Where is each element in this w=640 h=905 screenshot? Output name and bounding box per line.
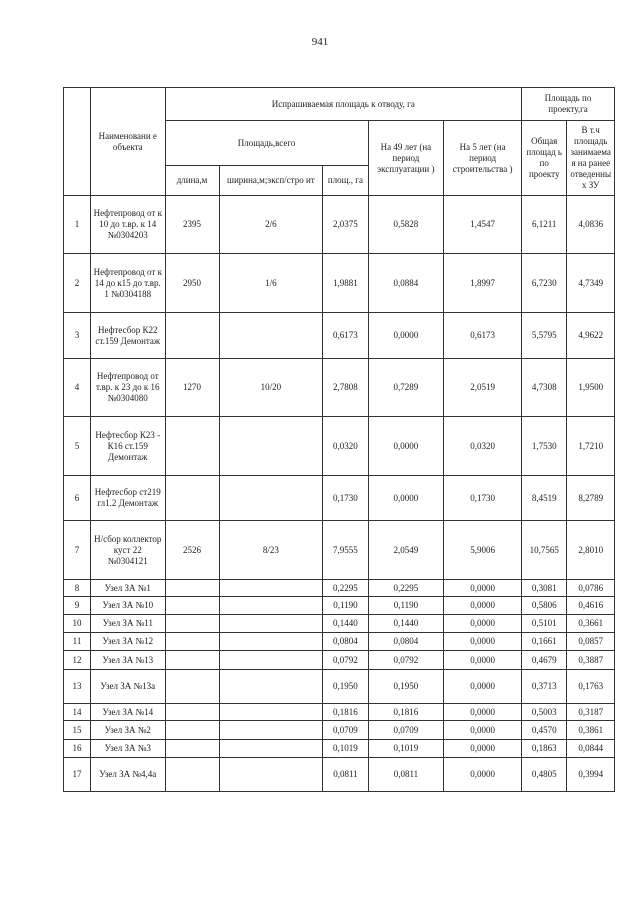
area-5-value: 0,0000	[444, 580, 522, 597]
area-value: 2,7808	[323, 359, 368, 417]
occupied-value: 0,0786	[567, 580, 615, 597]
table-row	[64, 740, 615, 758]
object-name: Узел ЗА №1	[91, 580, 166, 597]
row-number: 12	[64, 651, 91, 670]
area-value: 0,0804	[323, 633, 368, 651]
table-row	[64, 196, 615, 254]
occupied-value: 8,2789	[567, 476, 615, 521]
occupied-value: 0,3661	[567, 615, 615, 633]
total-project-value: 0,5101	[522, 615, 567, 633]
width-value	[219, 651, 323, 670]
area-5-value: 1,4547	[444, 196, 522, 254]
length-value	[165, 740, 219, 758]
object-name: Узел ЗА №12	[91, 633, 166, 651]
occupied-value: 4,9622	[567, 313, 615, 359]
table-row	[64, 521, 615, 580]
row-number: 5	[64, 417, 91, 476]
header-area-total: Площадь,всего	[165, 121, 368, 166]
length-value	[165, 651, 219, 670]
total-project-value: 0,4805	[522, 758, 567, 792]
object-name: Нефтесбор К23 - К16 ст.159 Демонтаж	[91, 417, 166, 476]
area-49-value: 0,0709	[368, 721, 444, 740]
total-project-value: 10,7565	[522, 521, 567, 580]
area-5-value: 0,0000	[444, 615, 522, 633]
area-49-value: 0,0792	[368, 651, 444, 670]
table-row	[64, 254, 615, 313]
length-value	[165, 580, 219, 597]
row-number: 3	[64, 313, 91, 359]
header-area-49-years: На 49 лет (на период эксплуатации )	[368, 121, 444, 196]
total-project-value: 0,5806	[522, 597, 567, 615]
table-row	[64, 417, 615, 476]
area-5-value: 0,0000	[444, 597, 522, 615]
area-49-value: 0,0000	[368, 417, 444, 476]
object-name: Узел ЗА №4,4а	[91, 758, 166, 792]
row-number: 11	[64, 633, 91, 651]
length-value: 1270	[165, 359, 219, 417]
area-5-value: 0,0000	[444, 704, 522, 721]
area-49-value: 0,0884	[368, 254, 444, 313]
table-header	[64, 88, 615, 196]
width-value	[219, 670, 323, 704]
table-row	[64, 670, 615, 704]
table-row	[64, 633, 615, 651]
total-project-value: 0,1661	[522, 633, 567, 651]
object-name: Узел ЗА №10	[91, 597, 166, 615]
header-num-cell	[64, 88, 91, 196]
length-value: 2395	[165, 196, 219, 254]
area-49-value: 0,0811	[368, 758, 444, 792]
total-project-value: 0,3713	[522, 670, 567, 704]
area-value: 0,1440	[323, 615, 368, 633]
total-project-value: 0,4570	[522, 721, 567, 740]
area-49-value: 0,1950	[368, 670, 444, 704]
area-49-value: 0,7289	[368, 359, 444, 417]
total-project-value: 6,7230	[522, 254, 567, 313]
length-value	[165, 615, 219, 633]
table-row	[64, 721, 615, 740]
total-project-value: 6,1211	[522, 196, 567, 254]
area-value: 0,0792	[323, 651, 368, 670]
area-value: 7,9555	[323, 521, 368, 580]
length-value	[165, 597, 219, 615]
area-value: 0,1190	[323, 597, 368, 615]
object-name: Узел ЗА №13а	[91, 670, 166, 704]
table-body	[64, 196, 615, 792]
length-value	[165, 721, 219, 740]
object-name: Нефтесбор К22 ст.159 Демонтаж	[91, 313, 166, 359]
area-value: 0,1816	[323, 704, 368, 721]
occupied-value: 0,1763	[567, 670, 615, 704]
total-project-value: 0,4679	[522, 651, 567, 670]
total-project-value: 0,3081	[522, 580, 567, 597]
area-49-value: 0,1019	[368, 740, 444, 758]
width-value	[219, 758, 323, 792]
area-value: 1,9881	[323, 254, 368, 313]
area-49-value: 2,0549	[368, 521, 444, 580]
object-name: Н/сбор коллектор куст 22 №0304121	[91, 521, 166, 580]
area-value: 0,1019	[323, 740, 368, 758]
area-49-value: 0,2295	[368, 580, 444, 597]
occupied-value: 0,0857	[567, 633, 615, 651]
row-number: 13	[64, 670, 91, 704]
header-occupied-area: В т.ч площадь занимаема я на ранее отведенны х ЗУ	[567, 121, 615, 196]
total-project-value: 0,1863	[522, 740, 567, 758]
page-number: 941	[311, 36, 329, 48]
occupied-value: 2,8010	[567, 521, 615, 580]
row-number: 7	[64, 521, 91, 580]
width-value	[219, 597, 323, 615]
object-name: Нефтесбор ст219 гл1.2 Демонтаж	[91, 476, 166, 521]
occupied-value: 0,0844	[567, 740, 615, 758]
object-name: Узел ЗА №14	[91, 704, 166, 721]
header-area-5-years: На 5 лет (на период строительства )	[444, 121, 522, 196]
object-name: Узел ЗА №13	[91, 651, 166, 670]
area-value: 0,2295	[323, 580, 368, 597]
length-value	[165, 670, 219, 704]
length-value: 2526	[165, 521, 219, 580]
area-value: 0,0811	[323, 758, 368, 792]
table-row	[64, 615, 615, 633]
area-5-value: 0,0000	[444, 633, 522, 651]
total-project-value: 5,5795	[522, 313, 567, 359]
row-number: 10	[64, 615, 91, 633]
row-number: 16	[64, 740, 91, 758]
occupied-value: 1,7210	[567, 417, 615, 476]
row-number: 8	[64, 580, 91, 597]
occupied-value: 4,0836	[567, 196, 615, 254]
area-5-value: 5,9006	[444, 521, 522, 580]
area-5-value: 0,6173	[444, 313, 522, 359]
occupied-value: 4,7349	[567, 254, 615, 313]
area-5-value: 0,0320	[444, 417, 522, 476]
header-total-project-area: Общая площад ь по проекту	[522, 121, 567, 196]
occupied-value: 0,4616	[567, 597, 615, 615]
width-value: 8/23	[219, 521, 323, 580]
area-49-value: 0,1816	[368, 704, 444, 721]
table-row	[64, 476, 615, 521]
length-value	[165, 417, 219, 476]
length-value: 2950	[165, 254, 219, 313]
area-49-value: 0,5828	[368, 196, 444, 254]
occupied-value: 0,3887	[567, 651, 615, 670]
table-row	[64, 704, 615, 721]
row-number: 2	[64, 254, 91, 313]
occupied-value: 1,9500	[567, 359, 615, 417]
area-5-value: 0,0000	[444, 670, 522, 704]
width-value	[219, 704, 323, 721]
width-value: 1/6	[219, 254, 323, 313]
row-number: 17	[64, 758, 91, 792]
object-name: Узел ЗА №3	[91, 740, 166, 758]
occupied-value: 0,3994	[567, 758, 615, 792]
area-5-value: 0,0000	[444, 758, 522, 792]
object-name: Нефтепровод от к 10 до т.вр. к 14 №0304203	[91, 196, 166, 254]
row-number: 1	[64, 196, 91, 254]
area-49-value: 0,0804	[368, 633, 444, 651]
width-value	[219, 580, 323, 597]
width-value: 2/6	[219, 196, 323, 254]
area-5-value: 1,8997	[444, 254, 522, 313]
width-value	[219, 476, 323, 521]
length-value	[165, 476, 219, 521]
header-requested-area: Испрашиваемая площадь к отводу, га	[165, 88, 522, 121]
length-value	[165, 313, 219, 359]
area-value: 2,0375	[323, 196, 368, 254]
header-area-ha: площ., га	[323, 166, 368, 196]
width-value	[219, 740, 323, 758]
area-5-value: 2,0519	[444, 359, 522, 417]
area-5-value: 0,1730	[444, 476, 522, 521]
area-49-value: 0,0000	[368, 476, 444, 521]
area-49-value: 0,0000	[368, 313, 444, 359]
total-project-value: 8,4519	[522, 476, 567, 521]
area-value: 0,1950	[323, 670, 368, 704]
area-5-value: 0,0000	[444, 651, 522, 670]
table-row	[64, 597, 615, 615]
table-row	[64, 313, 615, 359]
object-name: Нефтепровод от т.вр. к 23 до к 16 №0304080	[91, 359, 166, 417]
area-49-value: 0,1190	[368, 597, 444, 615]
area-5-value: 0,0000	[444, 721, 522, 740]
object-name: Узел ЗА №11	[91, 615, 166, 633]
length-value	[165, 704, 219, 721]
occupied-value: 0,3861	[567, 721, 615, 740]
area-49-value: 0,1440	[368, 615, 444, 633]
row-number: 6	[64, 476, 91, 521]
length-value	[165, 633, 219, 651]
row-number: 9	[64, 597, 91, 615]
total-project-value: 4,7308	[522, 359, 567, 417]
table-row	[64, 758, 615, 792]
row-number: 14	[64, 704, 91, 721]
width-value	[219, 633, 323, 651]
area-5-value: 0,0000	[444, 740, 522, 758]
width-value	[219, 721, 323, 740]
total-project-value: 0,5003	[522, 704, 567, 721]
occupied-value: 0,3187	[567, 704, 615, 721]
header-width: ширина,м;эксп/стро ит	[219, 166, 323, 196]
length-value	[165, 758, 219, 792]
header-project-area: Площадь по проекту,га	[522, 88, 615, 121]
area-value: 0,0320	[323, 417, 368, 476]
width-value	[219, 417, 323, 476]
width-value: 10/20	[219, 359, 323, 417]
row-number: 4	[64, 359, 91, 417]
area-value: 0,0709	[323, 721, 368, 740]
table-row	[64, 359, 615, 417]
object-name: Нефтепровод от к 14 до к15 до т.вр. 1 №0304188	[91, 254, 166, 313]
header-object-name: Наименовани е объекта	[91, 88, 166, 196]
table-row	[64, 651, 615, 670]
total-project-value: 1,7530	[522, 417, 567, 476]
width-value	[219, 313, 323, 359]
area-value: 0,1730	[323, 476, 368, 521]
area-value: 0,6173	[323, 313, 368, 359]
header-length: длина,м	[165, 166, 219, 196]
object-name: Узел ЗА №2	[91, 721, 166, 740]
land-area-table	[63, 87, 615, 792]
table-row	[64, 580, 615, 597]
width-value	[219, 615, 323, 633]
row-number: 15	[64, 721, 91, 740]
